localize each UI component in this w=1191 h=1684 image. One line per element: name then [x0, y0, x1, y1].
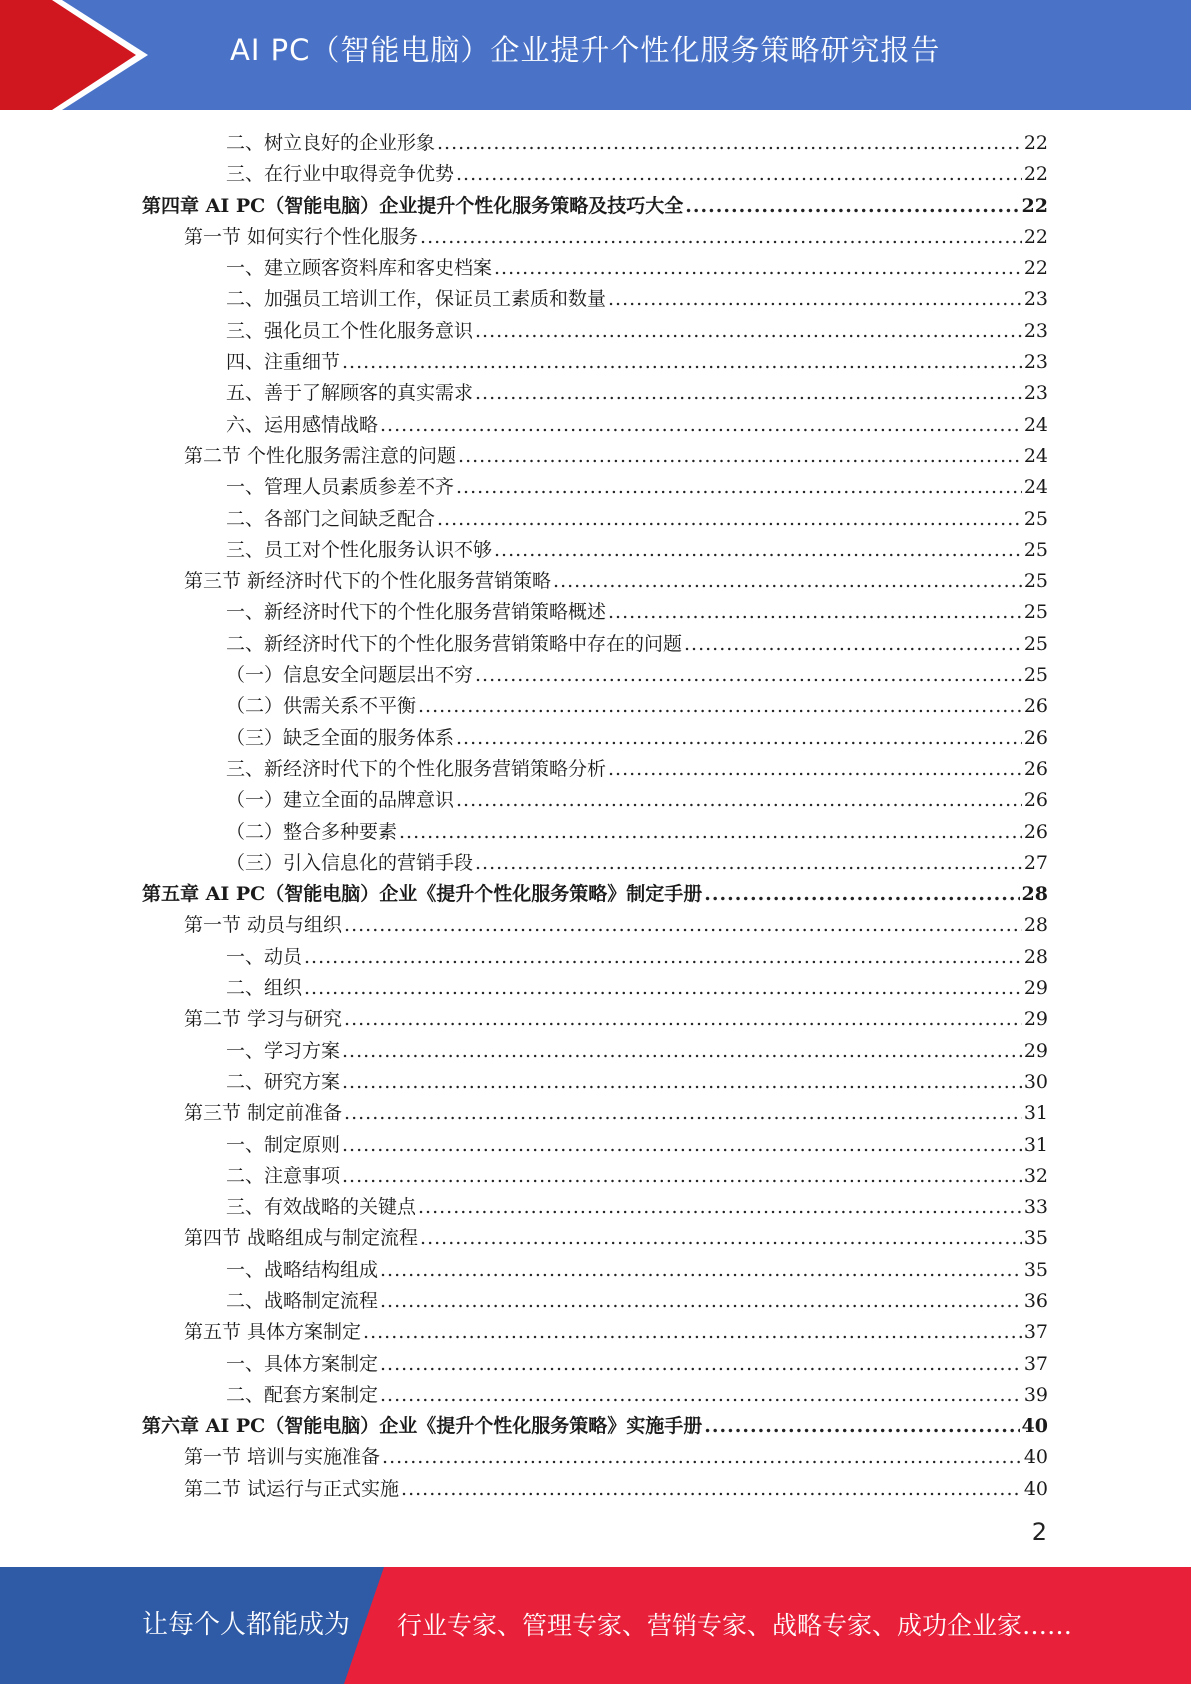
toc-dot-leader	[304, 973, 1022, 1004]
toc-dot-leader	[456, 159, 1022, 190]
toc-entry[interactable]	[142, 316, 1048, 347]
toc-entry[interactable]	[142, 1380, 1048, 1411]
toc-entry[interactable]	[142, 973, 1048, 1004]
toc-entry-label: 二、加强员工培训工作，保证员工素质和数量	[226, 288, 607, 311]
toc-entry[interactable]	[142, 504, 1048, 535]
toc-dot-leader	[475, 316, 1022, 347]
toc-entry-page: 25	[1023, 507, 1048, 530]
toc-entry-label: 六、运用感情战略	[226, 413, 379, 436]
toc-entry-page: 28	[1023, 914, 1048, 937]
toc-entry[interactable]	[142, 597, 1048, 628]
toc-entry-page: 40	[1023, 1477, 1048, 1500]
toc-entry-label: 第五章 AI PC（智能电脑）企业《提升个性化服务策略》制定手册	[142, 883, 703, 906]
toc-dot-leader	[342, 1036, 1022, 1067]
toc-entry-page: 26	[1023, 820, 1048, 843]
toc-dot-leader	[418, 691, 1022, 722]
toc-dot-leader	[437, 504, 1022, 535]
toc-entry[interactable]	[142, 723, 1048, 754]
toc-entry-label: 二、树立良好的企业形象	[226, 132, 436, 154]
toc-entry-label: 二、研究方案	[226, 1070, 341, 1093]
toc-entry[interactable]	[142, 910, 1048, 941]
toc-entry-label: 第三节 制定前准备	[184, 1102, 343, 1125]
toc-dot-leader	[342, 1067, 1022, 1098]
toc-entry-page: 39	[1023, 1383, 1048, 1406]
toc-entry-page: 37	[1023, 1321, 1048, 1344]
toc-entry-page: 25	[1023, 632, 1048, 655]
toc-entry-label: 三、有效战略的关键点	[226, 1196, 417, 1219]
toc-dot-leader	[380, 1286, 1022, 1317]
toc-entry-label: 第五节 具体方案制定	[184, 1321, 362, 1344]
page-header	[0, 0, 1191, 110]
toc-entry[interactable]	[142, 754, 1048, 785]
toc-dot-leader	[475, 848, 1022, 879]
toc-entry[interactable]	[142, 1349, 1048, 1380]
toc-dot-leader	[342, 1130, 1022, 1161]
toc-entry-label: 一、建立顾客资料库和客史档案	[226, 257, 493, 280]
toc-entry-label: （二）整合多种要素	[226, 820, 398, 843]
toc-dot-leader	[380, 1349, 1022, 1380]
table-of-contents	[142, 128, 1048, 1505]
toc-entry-label: 一、新经济时代下的个性化服务营销策略概述	[226, 601, 607, 624]
toc-dot-leader	[553, 566, 1022, 597]
toc-entry-label: （三）引入信息化的营销手段	[226, 851, 474, 874]
toc-entry[interactable]	[142, 410, 1048, 441]
toc-entry[interactable]	[142, 629, 1048, 660]
toc-dot-leader	[420, 1223, 1022, 1254]
toc-entry-page: 26	[1023, 726, 1048, 749]
toc-dot-leader	[380, 1380, 1022, 1411]
toc-entry-page: 23	[1023, 382, 1048, 405]
toc-entry-page: 35	[1023, 1227, 1048, 1250]
toc-entry-page: 23	[1023, 288, 1048, 311]
toc-entry-label: 二、新经济时代下的个性化服务营销策略中存在的问题	[226, 632, 683, 655]
toc-entry-label: 第二节 个性化服务需注意的问题	[184, 444, 457, 467]
toc-dot-leader	[344, 1004, 1022, 1035]
toc-entry[interactable]	[142, 1286, 1048, 1317]
toc-entry[interactable]	[142, 191, 1048, 222]
toc-entry-page: 30	[1023, 1070, 1048, 1093]
toc-entry-label: 第一节 如何实行个性化服务	[184, 225, 419, 248]
toc-entry[interactable]	[142, 1004, 1048, 1035]
toc-entry-page: 22	[1023, 257, 1048, 280]
toc-entry-page: 27	[1023, 851, 1048, 874]
toc-dot-leader	[494, 253, 1022, 284]
toc-entry-label: 二、配套方案制定	[226, 1383, 379, 1406]
toc-dot-leader	[363, 1317, 1022, 1348]
toc-entry[interactable]	[142, 253, 1048, 284]
toc-dot-leader	[344, 1098, 1022, 1129]
toc-entry[interactable]	[142, 1255, 1048, 1286]
toc-dot-leader	[304, 942, 1022, 973]
toc-entry[interactable]	[142, 1223, 1048, 1254]
toc-entry-page: 22	[1023, 132, 1048, 154]
toc-entry[interactable]	[142, 1130, 1048, 1161]
toc-entry-page: 22	[1023, 225, 1048, 248]
toc-entry[interactable]	[142, 128, 1048, 159]
toc-dot-leader	[456, 723, 1022, 754]
toc-entry[interactable]	[142, 441, 1048, 472]
toc-entry-page: 26	[1023, 757, 1048, 780]
toc-entry-label: 一、学习方案	[226, 1039, 341, 1062]
toc-dot-leader	[380, 410, 1022, 441]
toc-entry-page: 25	[1023, 570, 1048, 593]
toc-entry-label: 一、战略结构组成	[226, 1258, 379, 1281]
toc-entry[interactable]	[142, 848, 1048, 879]
toc-entry[interactable]	[142, 691, 1048, 722]
page-number: 2	[1031, 1518, 1047, 1546]
toc-entry[interactable]	[142, 1192, 1048, 1223]
toc-entry-page: 40	[1021, 1415, 1048, 1438]
toc-entry-page: 25	[1023, 538, 1048, 561]
toc-entry-page: 29	[1023, 1039, 1048, 1062]
toc-entry[interactable]	[142, 1067, 1048, 1098]
toc-entry-page: 24	[1023, 413, 1048, 436]
toc-entry-label: （二）供需关系不平衡	[226, 695, 417, 718]
toc-entry-label: （一）建立全面的品牌意识	[226, 789, 455, 812]
toc-dot-leader	[342, 347, 1022, 378]
toc-entry-page: 24	[1023, 444, 1048, 467]
toc-entry-label: 二、各部门之间缺乏配合	[226, 507, 436, 530]
toc-entry-label: （三）缺乏全面的服务体系	[226, 726, 455, 749]
toc-entry-label: （一）信息安全问题层出不穷	[226, 664, 474, 687]
toc-entry[interactable]	[142, 1474, 1048, 1505]
toc-entry-page: 29	[1023, 1008, 1048, 1031]
toc-dot-leader	[456, 472, 1022, 503]
toc-dot-leader	[494, 535, 1022, 566]
toc-entry-label: 一、管理人员素质参差不齐	[226, 476, 455, 499]
toc-dot-leader	[475, 660, 1022, 691]
toc-entry[interactable]	[142, 472, 1048, 503]
toc-entry-page: 28	[1023, 945, 1048, 968]
toc-entry-page: 25	[1023, 664, 1048, 687]
toc-dot-leader	[344, 910, 1022, 941]
toc-entry-label: 一、制定原则	[226, 1133, 341, 1156]
toc-entry-page: 24	[1023, 476, 1048, 499]
toc-entry-label: 二、注意事项	[226, 1164, 341, 1187]
toc-entry-label: 三、强化员工个性化服务意识	[226, 319, 474, 342]
toc-entry-page: 36	[1023, 1289, 1048, 1312]
toc-entry-page: 22	[1023, 163, 1048, 186]
toc-entry[interactable]	[142, 1442, 1048, 1473]
toc-entry-page: 31	[1023, 1102, 1048, 1125]
toc-dot-leader	[684, 629, 1022, 660]
toc-entry[interactable]	[142, 347, 1048, 378]
toc-entry-label: 三、在行业中取得竞争优势	[226, 163, 455, 186]
toc-entry-page: 35	[1023, 1258, 1048, 1281]
toc-entry[interactable]	[142, 378, 1048, 409]
toc-entry[interactable]	[142, 535, 1048, 566]
toc-entry-label: 第一节 动员与组织	[184, 914, 343, 937]
toc-dot-leader	[704, 879, 1019, 910]
header-title: AI PC（智能电脑）企业提升个性化服务策略研究报告	[230, 33, 941, 67]
toc-dot-leader	[685, 191, 1019, 222]
toc-dot-leader	[456, 785, 1022, 816]
toc-dot-leader	[608, 597, 1022, 628]
toc-entry[interactable]	[142, 879, 1048, 910]
toc-entry[interactable]	[142, 660, 1048, 691]
toc-entry-label: 第一节 培训与实施准备	[184, 1446, 381, 1469]
toc-entry-page: 26	[1023, 695, 1048, 718]
toc-entry-label: 第三节 新经济时代下的个性化服务营销策略	[184, 570, 552, 593]
toc-entry-page: 23	[1023, 351, 1048, 374]
toc-entry[interactable]	[142, 284, 1048, 315]
toc-entry-label: 三、员工对个性化服务认识不够	[226, 538, 493, 561]
toc-entry-page: 33	[1023, 1196, 1048, 1219]
toc-entry[interactable]	[142, 1098, 1048, 1129]
toc-entry-label: 四、注重细节	[226, 351, 341, 374]
toc-entry[interactable]	[142, 1411, 1048, 1442]
toc-entry[interactable]	[142, 1161, 1048, 1192]
toc-entry-label: 三、新经济时代下的个性化服务营销策略分析	[226, 757, 607, 780]
toc-dot-leader	[608, 754, 1022, 785]
footer-slogan-right: 行业专家、管理专家、营销专家、战略专家、成功企业家……	[397, 1611, 1073, 1640]
toc-entry[interactable]	[142, 817, 1048, 848]
toc-entry-label: 一、动员	[226, 945, 303, 968]
toc-entry-page: 28	[1021, 883, 1048, 906]
toc-entry-label: 第四节 战略组成与制定流程	[184, 1227, 419, 1250]
toc-entry-page: 22	[1021, 194, 1048, 217]
toc-entry-page: 25	[1023, 601, 1048, 624]
toc-entry-page: 32	[1023, 1164, 1048, 1187]
toc-entry-label: 五、善于了解顾客的真实需求	[226, 382, 474, 405]
toc-dot-leader	[418, 1192, 1022, 1223]
toc-dot-leader	[401, 1474, 1022, 1505]
toc-entry[interactable]	[142, 1317, 1048, 1348]
toc-entry-page: 40	[1023, 1446, 1048, 1469]
toc-dot-leader	[420, 222, 1022, 253]
toc-entry[interactable]	[142, 159, 1048, 190]
toc-entry-label: 二、战略制定流程	[226, 1289, 379, 1312]
toc-dot-leader	[399, 817, 1022, 848]
toc-entry-label: 第四章 AI PC（智能电脑）企业提升个性化服务策略及技巧大全	[142, 194, 684, 217]
toc-entry-label: 第二节 试运行与正式实施	[184, 1477, 400, 1500]
toc-entry[interactable]	[142, 942, 1048, 973]
toc-entry-label: 第二节 学习与研究	[184, 1008, 343, 1031]
toc-entry[interactable]	[142, 1036, 1048, 1067]
toc-dot-leader	[342, 1161, 1022, 1192]
toc-dot-leader	[437, 128, 1022, 159]
toc-dot-leader	[608, 284, 1022, 315]
page-footer	[0, 1567, 1191, 1684]
toc-entry-label: 第六章 AI PC（智能电脑）企业《提升个性化服务策略》实施手册	[142, 1415, 703, 1438]
toc-dot-leader	[458, 441, 1022, 472]
toc-entry[interactable]	[142, 566, 1048, 597]
toc-dot-leader	[382, 1442, 1022, 1473]
toc-entry-label: 一、具体方案制定	[226, 1352, 379, 1375]
toc-dot-leader	[704, 1411, 1019, 1442]
toc-dot-leader	[380, 1255, 1022, 1286]
toc-entry-page: 26	[1023, 789, 1048, 812]
toc-entry[interactable]	[142, 785, 1048, 816]
toc-entry-page: 31	[1023, 1133, 1048, 1156]
toc-entry-page: 37	[1023, 1352, 1048, 1375]
toc-entry-page: 23	[1023, 319, 1048, 342]
toc-entry[interactable]	[142, 222, 1048, 253]
toc-entry-page: 29	[1023, 977, 1048, 1000]
toc-entry-label: 二、组织	[226, 977, 303, 1000]
toc-dot-leader	[475, 378, 1022, 409]
footer-slogan-left: 让每个人都能成为	[142, 1610, 351, 1640]
